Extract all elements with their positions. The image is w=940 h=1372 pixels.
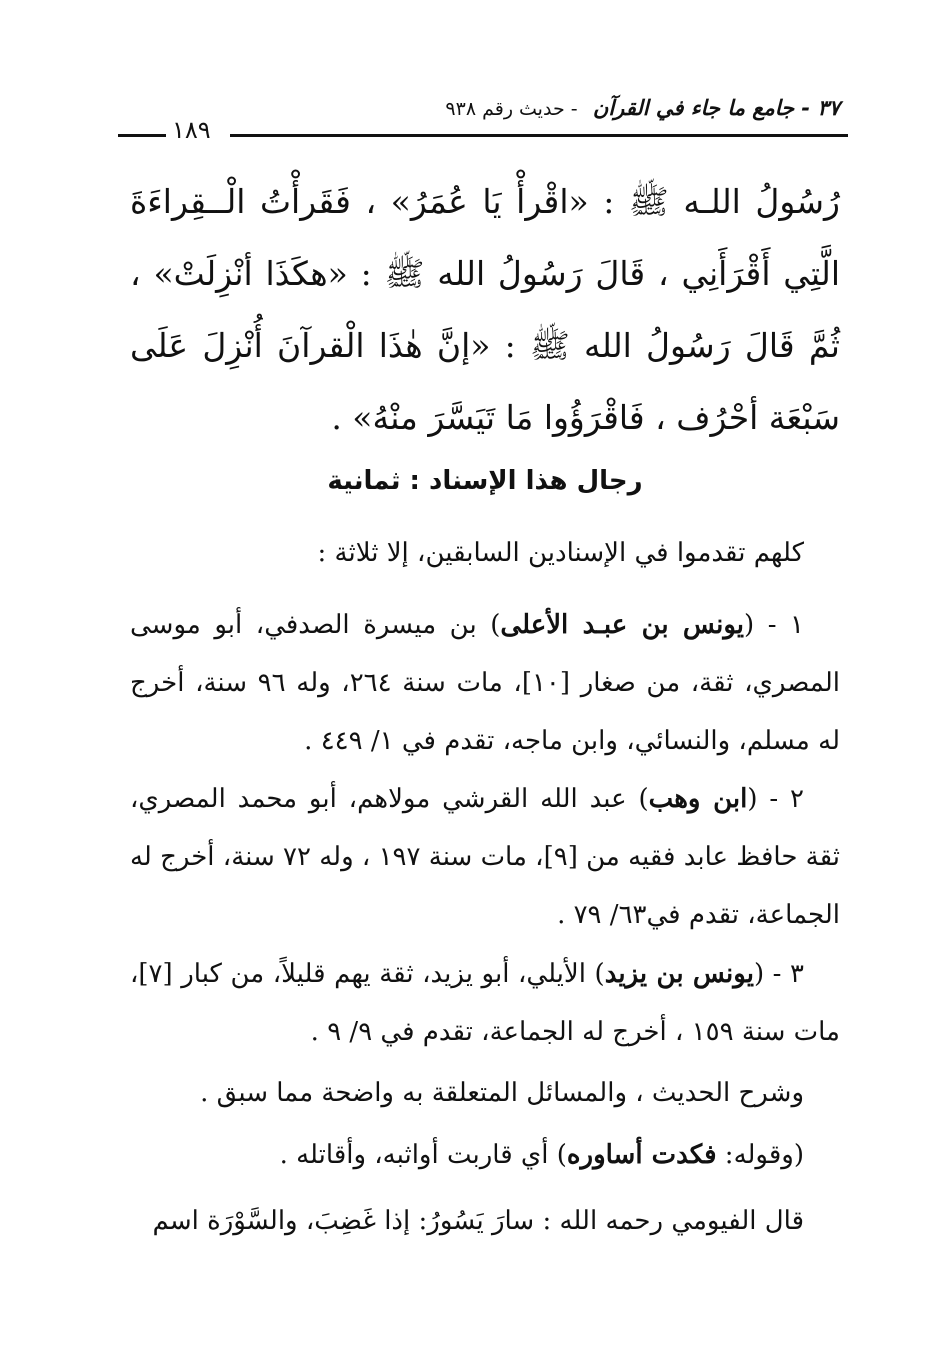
narrator-number: ٢ - ( — [747, 784, 804, 814]
qawluh-open: (وقوله: — [716, 1140, 804, 1170]
qawluh-term: فكدت أساوره — [566, 1140, 717, 1170]
narrator-number: ١ - ( — [744, 610, 805, 640]
narrator-paren: ) — [594, 959, 605, 989]
qawluh-text: أي قاربت أواثبه، وأقاتله . — [279, 1140, 557, 1170]
hadith-quote: رُسُولُ اللـه ﷺ : «اقْرأْ يَا عُمَرُ» ، فَقَرأْتُ الْــقِراءَةَ الَّتِي أَقْرَأَنِي ، قَالَ رَسُولُ الله ﷺ : «هكَذَا أنْزِلَتْ» ، ثُمَّ قَالَ رَسُولُ الله ﷺ : «إنَّ هٰذَا الْقرآنَ أُنْزِلَ عَلَى سَبْعَة أحْرُف ، فَاقْرَؤُوا مَا تَيَسَّرَ منْهُ» . — [130, 182, 840, 437]
narrator-name: ابن وهب — [648, 784, 748, 814]
sharh-paragraph: وشرح الحديث ، والمسائل المتعلقة به واضحة مما سبق . — [200, 1078, 804, 1108]
last-paragraph: قال الفيومي رحمه الله : سارَ يَسُورُ: إذا غَضِبَ، والسَّوْرَة اسم — [152, 1206, 804, 1236]
intro-paragraph: كلهم تقدموا في الإسنادين السابقين، إلا ثلاثة : — [317, 538, 804, 568]
header-rule-short — [118, 134, 166, 137]
running-header — [120, 96, 840, 144]
narrator-bio: الأيلي، أبو يزيد، ثقة يهم قليلاً، من كبار [٧]، مات سنة ١٥٩ ، أخرج له الجماعة، تقدم في ٩/ ٩ . — [130, 959, 840, 1047]
qawluh-close: ) — [556, 1140, 567, 1170]
narrator-name: يونس بن عبـد الأعلى — [500, 610, 744, 640]
chapter-title-text: ٣٧ - جامع ما جاء في القرآن — [592, 96, 840, 120]
narrator-entry-3 — [130, 945, 840, 1061]
narrator-entry-2 — [130, 770, 840, 944]
narrator-bio: عبد الله القرشي مولاهم، أبو محمد المصري، ثقة حافظ عابد فقيه من [٩]، مات سنة ١٩٧ ، وله ٧٢ سنة، أخرج له الجماعة، تقدم في٦٣/ ٧٩ . — [129, 784, 840, 930]
narrator-number: ٣ - ( — [753, 959, 805, 989]
narrator-paren: ) — [638, 784, 649, 814]
narrator-entry-1 — [130, 596, 840, 770]
page-number: ١٨٩ — [172, 116, 211, 144]
hadith-reference: - حديث رقم ٩٣٨ — [445, 98, 578, 120]
chapter-title — [445, 96, 840, 120]
narrator-bio: بن ميسرة الصدفي، أبو موسى المصري، ثقة، من صغار [١٠]، مات سنة ٢٦٤، وله ٩٦ سنة، أخرج له مسلم، والنسائي، وابن ماجه، تقدم في ١/ ٤٤٩ . — [130, 610, 840, 756]
qawluh-paragraph — [130, 1126, 840, 1184]
narrator-paren: ) — [490, 610, 501, 640]
narrator-name: يونس بن يزيد — [604, 959, 754, 989]
section-heading: رجال هذا الإسناد : ثمانية — [327, 466, 643, 496]
header-rule — [230, 134, 848, 137]
